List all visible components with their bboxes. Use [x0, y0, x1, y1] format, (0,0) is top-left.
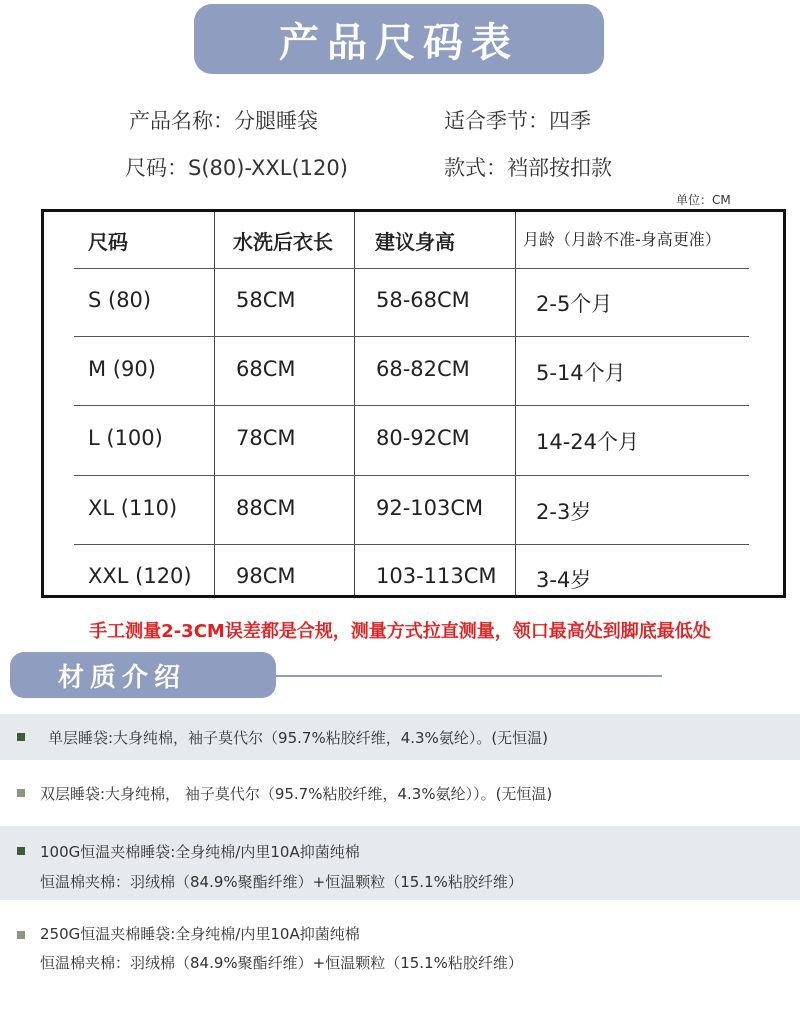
- cell-size: M (90): [88, 357, 156, 381]
- cell-height: 92-103CM: [376, 496, 484, 520]
- unit-label: 单位：CM: [676, 193, 731, 207]
- material-text: 单层睡袋:大身纯棉，袖子莫代尔（95.7%粘胶纤维，4.3%氨纶）。(无恒温): [48, 729, 549, 747]
- season: 适合季节：四季: [444, 109, 591, 133]
- cell-age: 2-5个月: [536, 292, 613, 316]
- cell-length: 98CM: [236, 564, 296, 588]
- cell-size: L (100): [88, 426, 163, 450]
- cell-age: 14-24个月: [536, 430, 640, 454]
- header-size: 尺码: [88, 230, 128, 254]
- cell-age: 5-14个月: [536, 361, 626, 385]
- square-bullet-icon: [17, 789, 25, 797]
- materials-section-title: 材质介绍: [10, 652, 276, 698]
- square-bullet-icon: [17, 931, 25, 939]
- row-divider: [74, 268, 749, 269]
- cell-size: XXL (120): [88, 564, 192, 588]
- column-divider: [214, 212, 215, 595]
- cell-length: 78CM: [236, 426, 296, 450]
- measurement-note: 手工测量2-3CM误差都是合规，测量方式拉直测量，领口最高处到脚底最低处: [89, 621, 711, 642]
- row-divider: [74, 336, 749, 337]
- material-item: [0, 770, 800, 816]
- material-text: 恒温棉夹棉：羽绒棉（84.9%聚酯纤维）+恒温颗粒（15.1%粘胶纤维）: [40, 873, 523, 891]
- cell-height: 58-68CM: [376, 288, 470, 312]
- row-divider: [74, 475, 749, 476]
- square-bullet-icon: [17, 847, 25, 855]
- column-divider: [515, 212, 516, 595]
- size-range: 尺码：S(80)-XXL(120): [125, 156, 348, 180]
- cell-height: 68-82CM: [376, 357, 470, 381]
- material-text: 100G恒温夹棉睡袋:全身纯棉/内里10A抑菌纯棉: [40, 843, 360, 861]
- square-bullet-icon: [17, 733, 25, 741]
- header-length: 水洗后衣长: [233, 230, 333, 254]
- cell-length: 68CM: [236, 357, 296, 381]
- column-divider: [354, 212, 355, 595]
- size-table: [41, 209, 786, 598]
- header-height: 建议身高: [375, 230, 455, 254]
- cell-height: 103-113CM: [376, 564, 497, 588]
- material-text: 恒温棉夹棉：羽绒棉（84.9%聚酯纤维）+恒温颗粒（15.1%粘胶纤维）: [40, 954, 523, 972]
- header-age: 月龄（月龄不准-身高更准）: [523, 230, 721, 249]
- cell-age: 3-4岁: [536, 568, 592, 592]
- material-item: [0, 826, 800, 900]
- cell-size: XL (110): [88, 496, 178, 520]
- material-text: 双层睡袋:大身纯棉， 袖子莫代尔（95.7%粘胶纤维，4.3%氨纶））。(无恒温): [40, 785, 553, 803]
- row-divider: [74, 544, 749, 545]
- material-item: [0, 714, 800, 760]
- cell-length: 88CM: [236, 496, 296, 520]
- product-name: 产品名称：分腿睡袋: [129, 109, 318, 133]
- material-item: [0, 910, 800, 980]
- material-text: 250G恒温夹棉睡袋:全身纯棉/内里10A抑菌纯棉: [40, 925, 360, 943]
- cell-age: 2-3岁: [536, 500, 592, 524]
- cell-size: S (80): [88, 288, 152, 312]
- cell-length: 58CM: [236, 288, 296, 312]
- cell-height: 80-92CM: [376, 426, 470, 450]
- page-title-banner: 产品尺码表: [194, 4, 604, 74]
- row-divider: [74, 405, 749, 406]
- style: 款式：裆部按扣款: [444, 156, 612, 180]
- section-divider: [276, 675, 662, 677]
